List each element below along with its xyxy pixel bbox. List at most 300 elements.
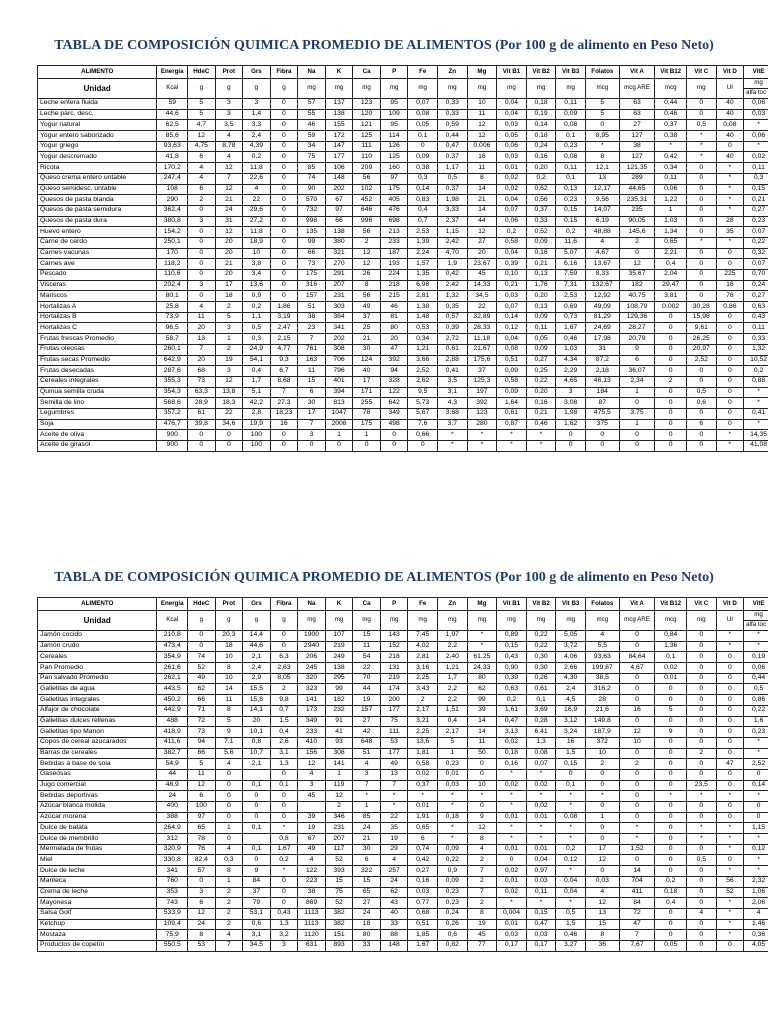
value-cell: 405 xyxy=(380,195,408,206)
unit-cell: mg xyxy=(438,611,468,631)
value-cell: 1,57 xyxy=(408,259,438,270)
value-cell: 0,08 xyxy=(556,812,586,823)
unit-cell: mg xyxy=(497,79,527,99)
value-cell: 0,65 xyxy=(655,237,687,248)
value-cell: 0,22 xyxy=(526,641,556,652)
value-cell: 4,67 xyxy=(585,248,619,259)
value-cell: 328 xyxy=(380,376,408,387)
value-cell: 73 xyxy=(188,727,216,738)
value-cell: 0 xyxy=(585,823,619,834)
food-name: Pan salvado Promedio xyxy=(38,673,157,684)
value-cell: * xyxy=(556,834,586,845)
value-cell: 0,34 xyxy=(408,334,438,345)
value-cell: 0 xyxy=(655,344,687,355)
page-title: TABLA DE COMPOSICIÓN QUIMICA PROMEDIO DE ALIMENTOS (Por 100 g de alimento en Peso Neto) xyxy=(54,38,714,53)
value-cell: * xyxy=(655,141,687,152)
value-cell: 2,63 xyxy=(270,663,298,674)
value-cell: 0,17 xyxy=(526,940,556,951)
table-row xyxy=(38,737,768,748)
value-cell: 27 xyxy=(353,898,381,909)
value-cell: 52 xyxy=(188,663,216,674)
value-cell: 7 xyxy=(298,419,326,430)
column-header: VitE xyxy=(744,598,768,611)
value-cell: 4 xyxy=(687,908,717,919)
value-cell: 84,64 xyxy=(619,652,655,663)
table-row xyxy=(38,163,768,174)
value-cell: 21 xyxy=(353,334,381,345)
value-cell: 12 xyxy=(619,727,655,738)
value-cell: 213 xyxy=(380,227,408,238)
food-name: Semilla de lino xyxy=(38,398,157,409)
value-cell: 8 xyxy=(585,930,619,941)
value-cell: 0 xyxy=(687,727,717,738)
value-cell: 0 xyxy=(655,716,687,727)
value-cell: 0,5 xyxy=(556,908,586,919)
value-cell: 0,11 xyxy=(744,163,768,174)
value-cell: 0,15 xyxy=(497,641,527,652)
value-cell: 0,03 xyxy=(497,152,527,163)
value-cell: 100 xyxy=(188,802,216,813)
value-cell: 111 xyxy=(380,727,408,738)
unit-cell: UI xyxy=(716,79,744,99)
value-cell: 392 xyxy=(467,398,497,409)
value-cell: 76 xyxy=(716,291,744,302)
value-cell: 0,16 xyxy=(408,876,438,887)
value-cell: 25,8 xyxy=(157,302,188,313)
value-cell: 260,1 xyxy=(157,344,188,355)
value-cell: 9,61 xyxy=(687,323,717,334)
value-cell: 24,33 xyxy=(467,663,497,674)
value-cell: 14,1 xyxy=(243,705,271,716)
value-cell: 392 xyxy=(380,355,408,366)
value-cell: 0 xyxy=(716,802,744,813)
value-cell: 23,5 xyxy=(687,780,717,791)
value-cell: 4 xyxy=(298,769,326,780)
value-cell: 1,7 xyxy=(243,376,271,387)
value-cell: 7 xyxy=(215,940,243,951)
value-cell: 12 xyxy=(585,898,619,909)
unit-label: Unidad xyxy=(38,79,157,99)
unit-cell: mg xyxy=(408,611,438,631)
value-cell: 0,63 xyxy=(744,302,768,313)
value-cell: 118,2 xyxy=(157,259,188,270)
value-cell: 0,27 xyxy=(526,355,556,366)
value-cell: 72 xyxy=(188,716,216,727)
value-cell: 22 xyxy=(215,408,243,419)
value-cell: 996 xyxy=(353,216,381,227)
table-row xyxy=(38,419,768,430)
value-cell: 2,66 xyxy=(556,663,586,674)
value-cell: 893 xyxy=(325,940,353,951)
value-cell: 4,77 xyxy=(270,344,298,355)
value-cell: 12 xyxy=(467,120,497,131)
value-cell: * xyxy=(687,823,717,834)
value-cell: 0,41 xyxy=(744,408,768,419)
value-cell: 235,31 xyxy=(619,195,655,206)
value-cell: 1,38 xyxy=(408,302,438,313)
value-cell: 353 xyxy=(157,887,188,898)
value-cell: 12 xyxy=(467,823,497,834)
value-cell: 46 xyxy=(298,120,326,131)
value-cell: 141 xyxy=(325,759,353,770)
value-cell: 473,4 xyxy=(157,641,188,652)
value-cell: 4 xyxy=(298,855,326,866)
value-cell: 4 xyxy=(215,759,243,770)
value-cell: 0,27 xyxy=(408,866,438,877)
table-row xyxy=(38,716,768,727)
value-cell: * xyxy=(497,791,527,802)
value-cell: 0,14 xyxy=(497,312,527,323)
value-cell: 0,63 xyxy=(497,684,527,695)
value-cell: 0 xyxy=(188,441,216,452)
column-header-row xyxy=(38,598,768,611)
value-cell: 52 xyxy=(325,855,353,866)
value-cell: 95 xyxy=(380,120,408,131)
value-cell: * xyxy=(438,823,468,834)
value-cell: 50 xyxy=(467,748,497,759)
food-name: Bebidas deportivas xyxy=(38,791,157,802)
value-cell: 0,05 xyxy=(408,120,438,131)
value-cell: 1 xyxy=(438,748,468,759)
value-cell: 0,02 xyxy=(655,663,687,674)
value-cell: 3,3 xyxy=(243,120,271,131)
value-cell: 0 xyxy=(497,855,527,866)
unit-cell: mg xyxy=(526,611,556,631)
table-row xyxy=(38,673,768,684)
table-row xyxy=(38,205,768,216)
food-name: Bebidas a base de soia xyxy=(38,759,157,770)
value-cell: 1,51 xyxy=(438,705,468,716)
value-cell: 38 xyxy=(298,312,326,323)
value-cell: 0 xyxy=(243,791,271,802)
value-cell: 354,9 xyxy=(157,652,188,663)
value-cell: 35 xyxy=(380,823,408,834)
value-cell: 21,6 xyxy=(585,705,619,716)
value-cell: * xyxy=(585,141,619,152)
column-header: Grs xyxy=(243,66,271,79)
value-cell: 0 xyxy=(270,205,298,216)
value-cell: 35 xyxy=(716,227,744,238)
value-cell: 56 xyxy=(353,173,381,184)
value-cell: 12 xyxy=(467,227,497,238)
value-cell: 0,6 xyxy=(243,919,271,930)
value-cell: 2,25 xyxy=(408,673,438,684)
value-cell: 0,02 xyxy=(526,802,556,813)
food-name: Frutas oleosas xyxy=(38,344,157,355)
value-cell: 2 xyxy=(619,759,655,770)
value-cell: 2 xyxy=(215,919,243,930)
value-cell: 0 xyxy=(556,441,586,452)
value-cell: 0 xyxy=(655,780,687,791)
value-cell: 0 xyxy=(744,769,768,780)
value-cell: 1,03 xyxy=(556,344,586,355)
value-cell: 7,1 xyxy=(215,737,243,748)
table-row xyxy=(38,312,768,323)
value-cell: 0,07 xyxy=(408,99,438,110)
value-cell: 704 xyxy=(619,876,655,887)
value-cell: 354,3 xyxy=(157,387,188,398)
table-row xyxy=(38,430,768,441)
value-cell: 5,1 xyxy=(243,387,271,398)
unit-row xyxy=(38,611,768,621)
value-cell: 2 xyxy=(585,759,619,770)
table-row xyxy=(38,334,768,345)
value-cell: 0 xyxy=(716,716,744,727)
value-cell: 5,05 xyxy=(556,631,586,642)
value-cell: 17 xyxy=(353,376,381,387)
value-cell: 1 xyxy=(353,430,381,441)
value-cell: * xyxy=(526,823,556,834)
value-cell: * xyxy=(716,205,744,216)
value-cell: 0,30 xyxy=(526,663,556,674)
food-name: Quesos de pasta blanda xyxy=(38,195,157,206)
value-cell: 0 xyxy=(619,695,655,706)
value-cell: 41 xyxy=(325,727,353,738)
value-cell: 1,32 xyxy=(744,344,768,355)
value-cell: 145,6 xyxy=(619,227,655,238)
value-cell: 4,30 xyxy=(556,673,586,684)
value-cell: 1,9 xyxy=(438,259,468,270)
value-cell: 73 xyxy=(298,259,326,270)
value-cell: 0 xyxy=(270,280,298,291)
value-cell: 0,47 xyxy=(497,716,527,727)
value-cell: 0 xyxy=(215,780,243,791)
value-cell: 75,9 xyxy=(157,930,188,941)
table-row xyxy=(38,173,768,184)
value-cell xyxy=(298,802,326,813)
value-cell: 2,9 xyxy=(243,673,271,684)
unit-cell: mg xyxy=(744,611,768,621)
table-row xyxy=(38,748,768,759)
unit-cell: Kcal xyxy=(157,611,188,631)
value-cell: 418,9 xyxy=(157,727,188,738)
value-cell: 0 xyxy=(585,866,619,877)
value-cell: 0,03 xyxy=(438,780,468,791)
value-cell: * xyxy=(716,844,744,855)
value-cell: 10,52 xyxy=(744,355,768,366)
value-cell: 0 xyxy=(655,366,687,377)
value-cell: 0,3 xyxy=(215,855,243,866)
value-cell: 1 xyxy=(215,876,243,887)
value-cell: 49 xyxy=(298,844,326,855)
value-cell: 97 xyxy=(325,205,353,216)
value-cell: 0,83 xyxy=(408,195,438,206)
value-cell: 323 xyxy=(298,684,326,695)
value-cell: 74 xyxy=(188,652,216,663)
value-cell: 2,24 xyxy=(408,248,438,259)
value-cell: 16 xyxy=(467,152,497,163)
value-cell: 0,03 xyxy=(585,876,619,887)
value-cell: 0,38 xyxy=(655,131,687,142)
value-cell: 0,2 xyxy=(556,227,586,238)
value-cell: * xyxy=(744,419,768,430)
value-cell: 0,15 xyxy=(556,205,586,216)
food-name: Huevo entero xyxy=(38,227,157,238)
value-cell: 0 xyxy=(655,748,687,759)
value-cell: 48,9 xyxy=(157,780,188,791)
value-cell: 2,37 xyxy=(438,216,468,227)
food-name: Leche entera fluida xyxy=(38,99,157,110)
value-cell: 15 xyxy=(585,919,619,930)
value-cell: 6 xyxy=(188,152,216,163)
value-cell: 1,98 xyxy=(438,195,468,206)
value-cell: 0,4 xyxy=(655,259,687,270)
value-cell: 0,14 xyxy=(744,780,768,791)
value-cell: 63 xyxy=(619,99,655,110)
value-cell: 0,06 xyxy=(655,184,687,195)
value-cell: 2 xyxy=(467,876,497,887)
value-cell: 215 xyxy=(380,291,408,302)
value-cell: 0,04 xyxy=(497,334,527,345)
value-cell: 0,37 xyxy=(438,184,468,195)
value-cell: 14 xyxy=(467,716,497,727)
value-cell: 40,75 xyxy=(619,291,655,302)
food-name: Mariscos xyxy=(38,291,157,302)
value-cell: 13 xyxy=(585,908,619,919)
value-cell: 0 xyxy=(655,844,687,855)
value-cell: 0,25 xyxy=(526,366,556,377)
value-cell: 3,69 xyxy=(526,705,556,716)
value-cell: 8 xyxy=(215,663,243,674)
value-cell: 3,24 xyxy=(556,727,586,738)
value-cell: 9,5 xyxy=(408,387,438,398)
value-cell: 8 xyxy=(215,866,243,877)
value-cell: 4,7 xyxy=(188,120,216,131)
value-cell: 57 xyxy=(188,866,216,877)
value-cell: 0 xyxy=(188,876,216,887)
value-cell: 0 xyxy=(215,791,243,802)
value-cell: 19 xyxy=(380,834,408,845)
value-cell: 362,4 xyxy=(157,205,188,216)
value-cell: 7 xyxy=(467,887,497,898)
value-cell: 43 xyxy=(380,898,408,909)
value-cell: 0,4 xyxy=(438,716,468,727)
value-cell: 6,7 xyxy=(270,366,298,377)
value-cell: 0,1 xyxy=(408,131,438,142)
food-name: Carnes vacunas xyxy=(38,248,157,259)
value-cell: 11 xyxy=(467,163,497,174)
value-cell: 131 xyxy=(380,663,408,674)
value-cell: * xyxy=(526,430,556,441)
column-header: Vit B2 xyxy=(526,66,556,79)
value-cell: 78 xyxy=(353,408,381,419)
value-cell: 0,22 xyxy=(526,631,556,642)
unit-cell: mg xyxy=(298,79,326,99)
value-cell: 175 xyxy=(298,270,326,281)
value-cell: 0,2 xyxy=(243,152,271,163)
value-cell: 5 xyxy=(585,99,619,110)
value-cell: 0 xyxy=(716,727,744,738)
value-cell: 290 xyxy=(157,195,188,206)
value-cell: 0,24 xyxy=(744,280,768,291)
value-cell: 255 xyxy=(353,398,381,409)
value-cell: * xyxy=(497,430,527,441)
value-cell: 0,06 xyxy=(744,99,768,110)
value-cell: 10,7 xyxy=(243,748,271,759)
table-row xyxy=(38,652,768,663)
value-cell: 19 xyxy=(298,823,326,834)
value-cell: 20 xyxy=(215,270,243,281)
value-cell: 0,44 xyxy=(655,99,687,110)
value-cell: 4 xyxy=(188,302,216,313)
value-cell: 197 xyxy=(467,387,497,398)
value-cell: 2,32 xyxy=(744,876,768,887)
value-cell: 40 xyxy=(380,908,408,919)
value-cell: 1120 xyxy=(298,930,326,941)
value-cell: 0,2 xyxy=(243,302,271,313)
value-cell: * xyxy=(687,131,717,142)
value-cell: 0,09 xyxy=(556,109,586,120)
value-cell: 37 xyxy=(243,887,271,898)
value-cell: 40 xyxy=(716,152,744,163)
value-cell: 0,8 xyxy=(243,737,271,748)
value-cell: * xyxy=(438,441,468,452)
value-cell: 0 xyxy=(716,312,744,323)
value-cell: 0 xyxy=(687,684,717,695)
table-row xyxy=(38,930,768,941)
value-cell: 0,15 xyxy=(526,908,556,919)
value-cell: 71 xyxy=(188,705,216,716)
value-cell: 291 xyxy=(325,270,353,281)
column-header: HdeC xyxy=(188,66,216,79)
value-cell: * xyxy=(526,769,556,780)
value-cell: 1,34 xyxy=(655,227,687,238)
value-cell xyxy=(243,769,271,780)
value-cell: 245 xyxy=(298,663,326,674)
value-cell: 5 xyxy=(585,109,619,120)
value-cell: 27 xyxy=(467,237,497,248)
value-cell: 0 xyxy=(655,430,687,441)
value-cell: 0,27 xyxy=(744,291,768,302)
value-cell: 0 xyxy=(585,769,619,780)
unit-cell: g xyxy=(215,611,243,631)
value-cell: 73 xyxy=(188,376,216,387)
value-cell: * xyxy=(744,855,768,866)
value-cell: 0,53 xyxy=(408,323,438,334)
food-name: Manteca xyxy=(38,876,157,887)
value-cell: 0,2 xyxy=(744,366,768,377)
value-cell: 0,13 xyxy=(526,270,556,281)
value-cell: 0 xyxy=(716,259,744,270)
value-cell: 0,1 xyxy=(243,844,271,855)
value-cell: 182 xyxy=(619,280,655,291)
value-cell: 0,33 xyxy=(526,216,556,227)
value-cell: 1,21 xyxy=(438,663,468,674)
value-cell: 13 xyxy=(188,334,216,345)
value-cell: 0,11 xyxy=(556,99,586,110)
value-cell: 0 xyxy=(243,802,271,813)
value-cell: * xyxy=(744,120,768,131)
value-cell: 28,9 xyxy=(188,398,216,409)
value-cell: 2008 xyxy=(325,419,353,430)
value-cell: 0,4 xyxy=(408,205,438,216)
value-cell: 87 xyxy=(585,398,619,409)
value-cell: 7 xyxy=(380,780,408,791)
value-cell: * xyxy=(438,834,468,845)
value-cell: 3,5 xyxy=(438,376,468,387)
value-cell: 2,42 xyxy=(438,237,468,248)
value-cell: 0 xyxy=(716,812,744,823)
value-cell: 642,9 xyxy=(157,355,188,366)
value-cell: 27 xyxy=(353,716,381,727)
value-cell: 0 xyxy=(380,430,408,441)
table-row xyxy=(38,398,768,409)
value-cell: 38 xyxy=(298,887,326,898)
value-cell: 349 xyxy=(298,716,326,727)
value-cell: 0,22 xyxy=(744,237,768,248)
value-cell: 1 xyxy=(619,419,655,430)
value-cell: 0,04 xyxy=(497,248,527,259)
